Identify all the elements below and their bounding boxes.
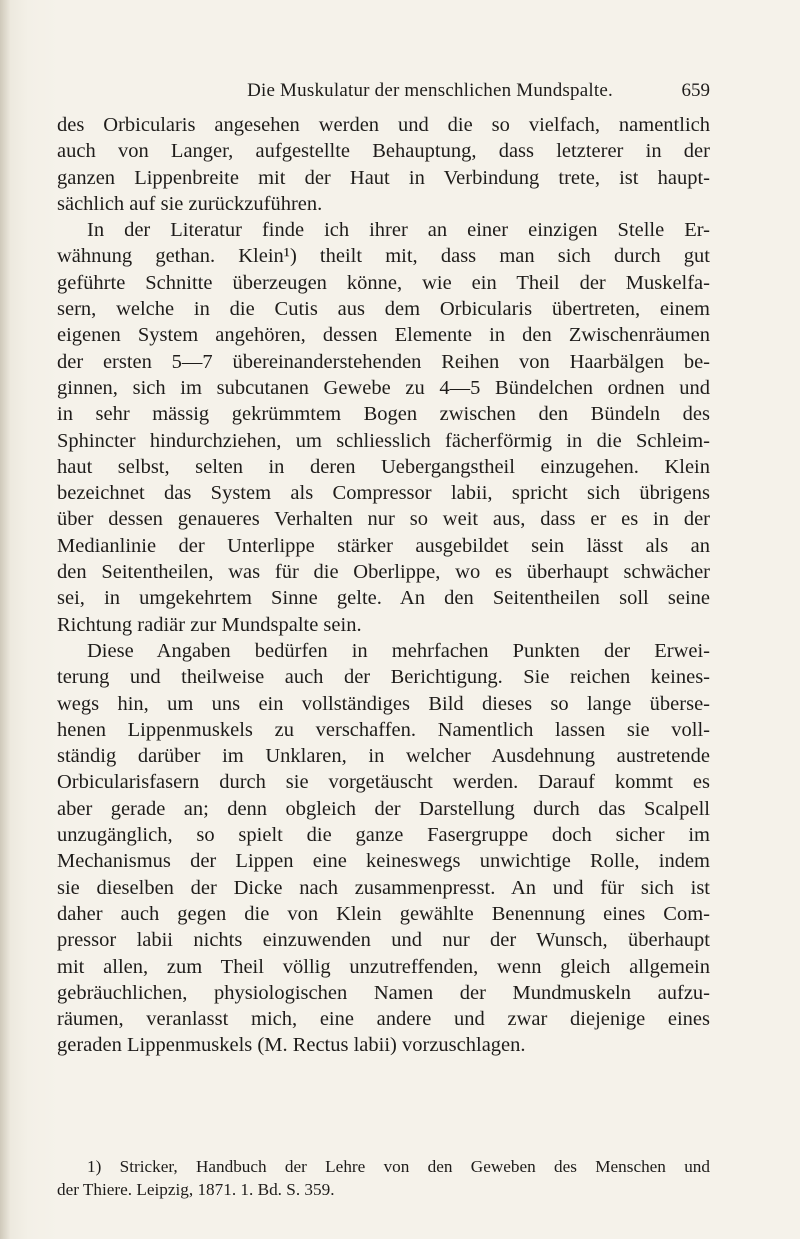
footnote-line: 1) Stricker, Handbuch der Lehre von den Geweben des Menschen und bbox=[87, 1157, 710, 1176]
text-line: aber gerade an; denn obgleich der Darstellung durch das Scalpell bbox=[57, 797, 710, 820]
footnote-line: der Thiere. Leipzig, 1871. 1. Bd. S. 359. bbox=[57, 1180, 335, 1199]
text-line: sie dieselben der Dicke nach zusammenpresst. An und für sich ist bbox=[57, 876, 710, 899]
text-line: sern, welche in die Cutis aus dem Orbicularis übertreten, einem bbox=[57, 298, 710, 321]
text-line: ständig darüber im Unklaren, in welcher Ausdehnung austretende bbox=[57, 745, 710, 768]
text-line: wegs hin, um uns ein vollständiges Bild dieses so lange überse- bbox=[57, 692, 710, 715]
page-number: 659 bbox=[681, 80, 710, 101]
text-line: ginnen, sich im subcutanen Gewebe zu 4—5 Bündelchen ordnen und bbox=[57, 376, 710, 399]
text-line: Medianlinie der Unterlippe stärker ausgebildet sein lässt als an bbox=[57, 534, 710, 557]
text-line: pressor labii nichts einzuwenden und nur der Wunsch, überhaupt bbox=[57, 929, 710, 952]
text-line: bezeichnet das System als Compressor labii, spricht sich übrigens bbox=[57, 482, 710, 505]
text-line: haut selbst, selten in deren Uebergangstheil einzugehen. Klein bbox=[57, 455, 710, 478]
text-line: der ersten 5—7 übereinanderstehenden Reihen von Haarbälgen be- bbox=[57, 350, 710, 373]
text-line: mit allen, zum Theil völlig unzutreffenden, wenn gleich allgemein bbox=[57, 955, 710, 978]
text-line: auch von Langer, aufgestellte Behauptung, dass letzterer in der bbox=[57, 140, 710, 163]
page-gutter bbox=[0, 0, 10, 1239]
text-line: wähnung gethan. Klein¹) theilt mit, dass man sich durch gut bbox=[57, 245, 710, 268]
text-line: Diese Angaben bedürfen in mehrfachen Punkten der Erwei- bbox=[87, 639, 710, 662]
text-line: unzugänglich, so spielt die ganze Fasergruppe doch sicher im bbox=[57, 824, 710, 847]
text-line: Sphincter hindurchziehen, um schliesslich fächerförmig in die Schleim- bbox=[57, 429, 710, 452]
text-line: ganzen Lippenbreite mit der Haut in Verbindung trete, ist haupt- bbox=[57, 166, 710, 189]
text-line: über dessen genaueres Verhalten nur so weit aus, dass er es in der bbox=[57, 508, 710, 531]
text-line: daher auch gegen die von Klein gewählte Benennung eines Com- bbox=[57, 902, 710, 925]
running-title: Die Muskulatur der menschlichen Mundspalte. bbox=[247, 80, 613, 101]
text-line: sächlich auf sie zurückzuführen. bbox=[57, 192, 323, 215]
page-header bbox=[50, 80, 710, 110]
text-line: in sehr mässig gekrümmtem Bogen zwischen den Bündeln des bbox=[57, 403, 710, 426]
text-line: des Orbicularis angesehen werden und die so vielfach, namentlich bbox=[57, 114, 710, 136]
text-line: eigenen System angehören, dessen Elemente in den Zwischenräumen bbox=[57, 324, 710, 347]
text-line: Richtung radiär zur Mundspalte sein. bbox=[57, 613, 362, 636]
text-line: geraden Lippenmuskels (M. Rectus labii) vorzuschlagen. bbox=[57, 1034, 526, 1057]
text-line: geführte Schnitte überzeugen könne, wie ein Theil der Muskelfa- bbox=[57, 271, 710, 294]
text-line: räumen, veranlasst mich, eine andere und zwar diejenige eines bbox=[57, 1008, 710, 1031]
body-text bbox=[57, 112, 710, 1059]
footnote bbox=[57, 1155, 710, 1201]
text-line: In der Literatur finde ich ihrer an einer einzigen Stelle Er- bbox=[87, 219, 710, 242]
text-line: henen Lippenmuskels zu verschaffen. Namentlich lassen sie voll- bbox=[57, 718, 710, 741]
text-line: Mechanismus der Lippen eine keineswegs unwichtige Rolle, indem bbox=[57, 850, 710, 873]
text-line: den Seitentheilen, was für die Oberlippe, wo es überhaupt schwächer bbox=[57, 561, 710, 584]
text-line: gebräuchlichen, physiologischen Namen der Mundmuskeln aufzu- bbox=[57, 981, 710, 1004]
text-line: terung und theilweise auch der Berichtigung. Sie reichen keines- bbox=[57, 666, 710, 689]
text-line: Orbicularisfasern durch sie vorgetäuscht werden. Darauf kommt es bbox=[57, 771, 710, 794]
text-line: sei, in umgekehrtem Sinne gelte. An den Seitentheilen soll seine bbox=[57, 587, 710, 610]
